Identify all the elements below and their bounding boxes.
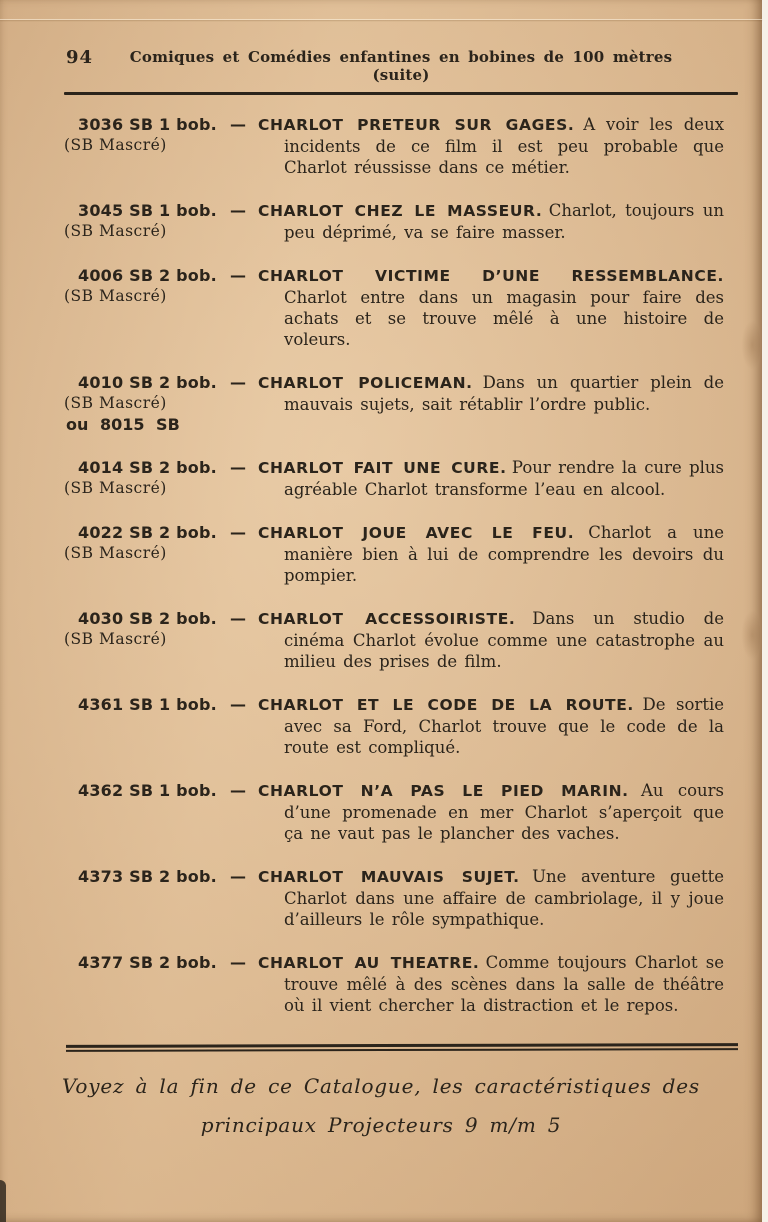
film-title: CHARLOT VICTIME D’UNE RESSEMBLANCE. (258, 267, 724, 285)
film-title: CHARLOT FAIT UNE CURE. (258, 459, 507, 477)
entry-maker: (SB Mascré) (64, 394, 167, 412)
entry-code: 4022 SB 2 bob. (78, 523, 217, 542)
entry-text (258, 694, 724, 758)
catalog-entry (64, 372, 724, 435)
entry-text (258, 200, 724, 243)
entry-code: 4030 SB 2 bob. (78, 609, 217, 628)
catalog-entry (64, 114, 724, 178)
entry-code: 4377 SB 2 bob. (78, 953, 217, 972)
entry-ref-column (64, 952, 230, 973)
catalog-entry (64, 522, 724, 586)
film-description: Au cours d’une promenade en mer Charlot s’aperçoit que ça ne vaut pas le plancher des vaches. (284, 781, 724, 843)
entry-maker: (SB Mascré) (64, 222, 167, 240)
entry-code: 4006 SB 2 bob. (78, 266, 217, 285)
entry-dash: — (230, 115, 246, 134)
entry-dash: — (230, 458, 246, 477)
film-description: Comme toujours Charlot se trouve mêlé à des scènes dans la salle de théâtre où il vient chercher la distraction et le repos. (284, 953, 725, 1015)
entry-ref-column (64, 780, 230, 801)
header-title: Comiques et Comédies enfantines en bobines de 100 mètres (suite) (129, 48, 673, 84)
entry-maker: (SB Mascré) (64, 630, 167, 648)
paper-dent (734, 310, 760, 380)
film-title: CHARLOT JOUE AVEC LE FEU. (258, 524, 575, 542)
entry-dash: — (230, 523, 246, 542)
catalog-entry (64, 200, 724, 243)
catalog-entry (64, 265, 724, 350)
film-title: CHARLOT ET LE CODE DE LA ROUTE. (258, 696, 634, 714)
film-description: Pour rendre la cure plus agréable Charlot transforme l’eau en alcool. (284, 458, 725, 499)
entry-maker: (SB Mascré) (64, 544, 167, 562)
catalog-entry (64, 866, 724, 930)
entry-text (258, 372, 724, 415)
film-title: CHARLOT POLICEMAN. (258, 374, 473, 392)
entry-dash: — (230, 609, 246, 628)
entry-ref-column (64, 522, 230, 564)
entry-maker: (SB Mascré) (64, 287, 167, 305)
paper-dent (734, 600, 760, 670)
film-title: CHARLOT ACCESSOIRISTE. (258, 610, 516, 628)
entry-text (258, 457, 724, 500)
footer-note-line2: principaux Projecteurs 9 m/m 5 (200, 1113, 562, 1137)
film-title: CHARLOT PRETEUR SUR GAGES. (258, 116, 575, 134)
entry-code: 4362 SB 1 bob. (78, 781, 217, 800)
catalog-entry (64, 694, 724, 758)
entry-dash: — (230, 953, 246, 972)
page-header (64, 46, 738, 95)
catalog-entry (64, 457, 724, 500)
film-description: A voir les deux incidents de ce film il est peu probable que Charlot réussisse dans ce métier. (284, 115, 724, 177)
entry-ref-column (64, 694, 230, 715)
film-title: CHARLOT N’A PAS LE PIED MARIN. (258, 782, 629, 800)
film-title: CHARLOT MAUVAIS SUJET. (258, 868, 520, 886)
entry-ref-column (64, 114, 230, 156)
film-description: De sortie avec sa Ford, Charlot trouve que le code de la route est compliqué. (284, 695, 724, 757)
entry-dash: — (230, 266, 246, 285)
film-title: CHARLOT CHEZ LE MASSEUR. (258, 202, 543, 220)
entry-text (258, 780, 724, 844)
entry-text (258, 114, 724, 178)
scan-corner-shadow (0, 1180, 6, 1222)
paper-crease (0, 19, 762, 20)
entry-text (258, 522, 724, 586)
entry-code: 4373 SB 2 bob. (78, 867, 217, 886)
footer-note (0, 1074, 762, 1137)
film-description: Charlot entre dans un magasin pour faire des achats et se trouve mêlé à une histoire de voleurs. (284, 288, 724, 349)
entry-text (258, 866, 724, 930)
entry-dash: — (230, 373, 246, 392)
entry-maker: (SB Mascré) (64, 136, 167, 154)
entry-dash: — (230, 695, 246, 714)
entry-text (258, 265, 724, 350)
entry-alt-code: ou 8015 SB (66, 415, 180, 434)
catalog-entry (64, 952, 724, 1016)
header-rule (64, 92, 738, 95)
film-description: Charlot, toujours un peu déprimé, va se faire masser. (284, 201, 725, 242)
entry-dash: — (230, 781, 246, 800)
catalog-entry (64, 608, 724, 672)
entry-dash: — (230, 867, 246, 886)
entry-code: 4361 SB 1 bob. (78, 695, 217, 714)
entry-ref-column (64, 372, 230, 435)
entry-code: 3036 SB 1 bob. (78, 115, 217, 134)
entry-code: 4010 SB 2 bob. (78, 373, 217, 392)
entry-maker: (SB Mascré) (64, 479, 167, 497)
entry-ref-column (64, 866, 230, 887)
film-description: Charlot a une manière bien à lui de comprendre les devoirs du pompier. (284, 523, 724, 585)
entry-ref-column (64, 200, 230, 242)
footer-rule (66, 1043, 738, 1052)
film-title: CHARLOT AU THEATRE. (258, 954, 480, 972)
entry-list (64, 114, 724, 1038)
entry-text (258, 608, 724, 672)
entry-text (258, 952, 724, 1016)
entry-code: 4014 SB 2 bob. (78, 458, 217, 477)
entry-ref-column (64, 265, 230, 307)
catalog-entry (64, 780, 724, 844)
entry-code: 3045 SB 1 bob. (78, 201, 217, 220)
film-description: Dans un studio de cinéma Charlot évolue comme une catastrophe au milieu des prises de film. (284, 609, 724, 671)
footer-note-line1: Voyez à la fin de ce Catalogue, les caractéristiques des (62, 1074, 700, 1098)
film-description: Une aventure guette Charlot dans une affaire de cambriolage, il y joue d’ailleurs le rôle sympathique. (284, 867, 724, 929)
page-number: 94 (66, 47, 94, 68)
film-description: Dans un quartier plein de mauvais sujets, sait rétablir l’ordre public. (284, 373, 725, 414)
entry-ref-column (64, 457, 230, 499)
entry-ref-column (64, 608, 230, 650)
entry-dash: — (230, 201, 246, 220)
